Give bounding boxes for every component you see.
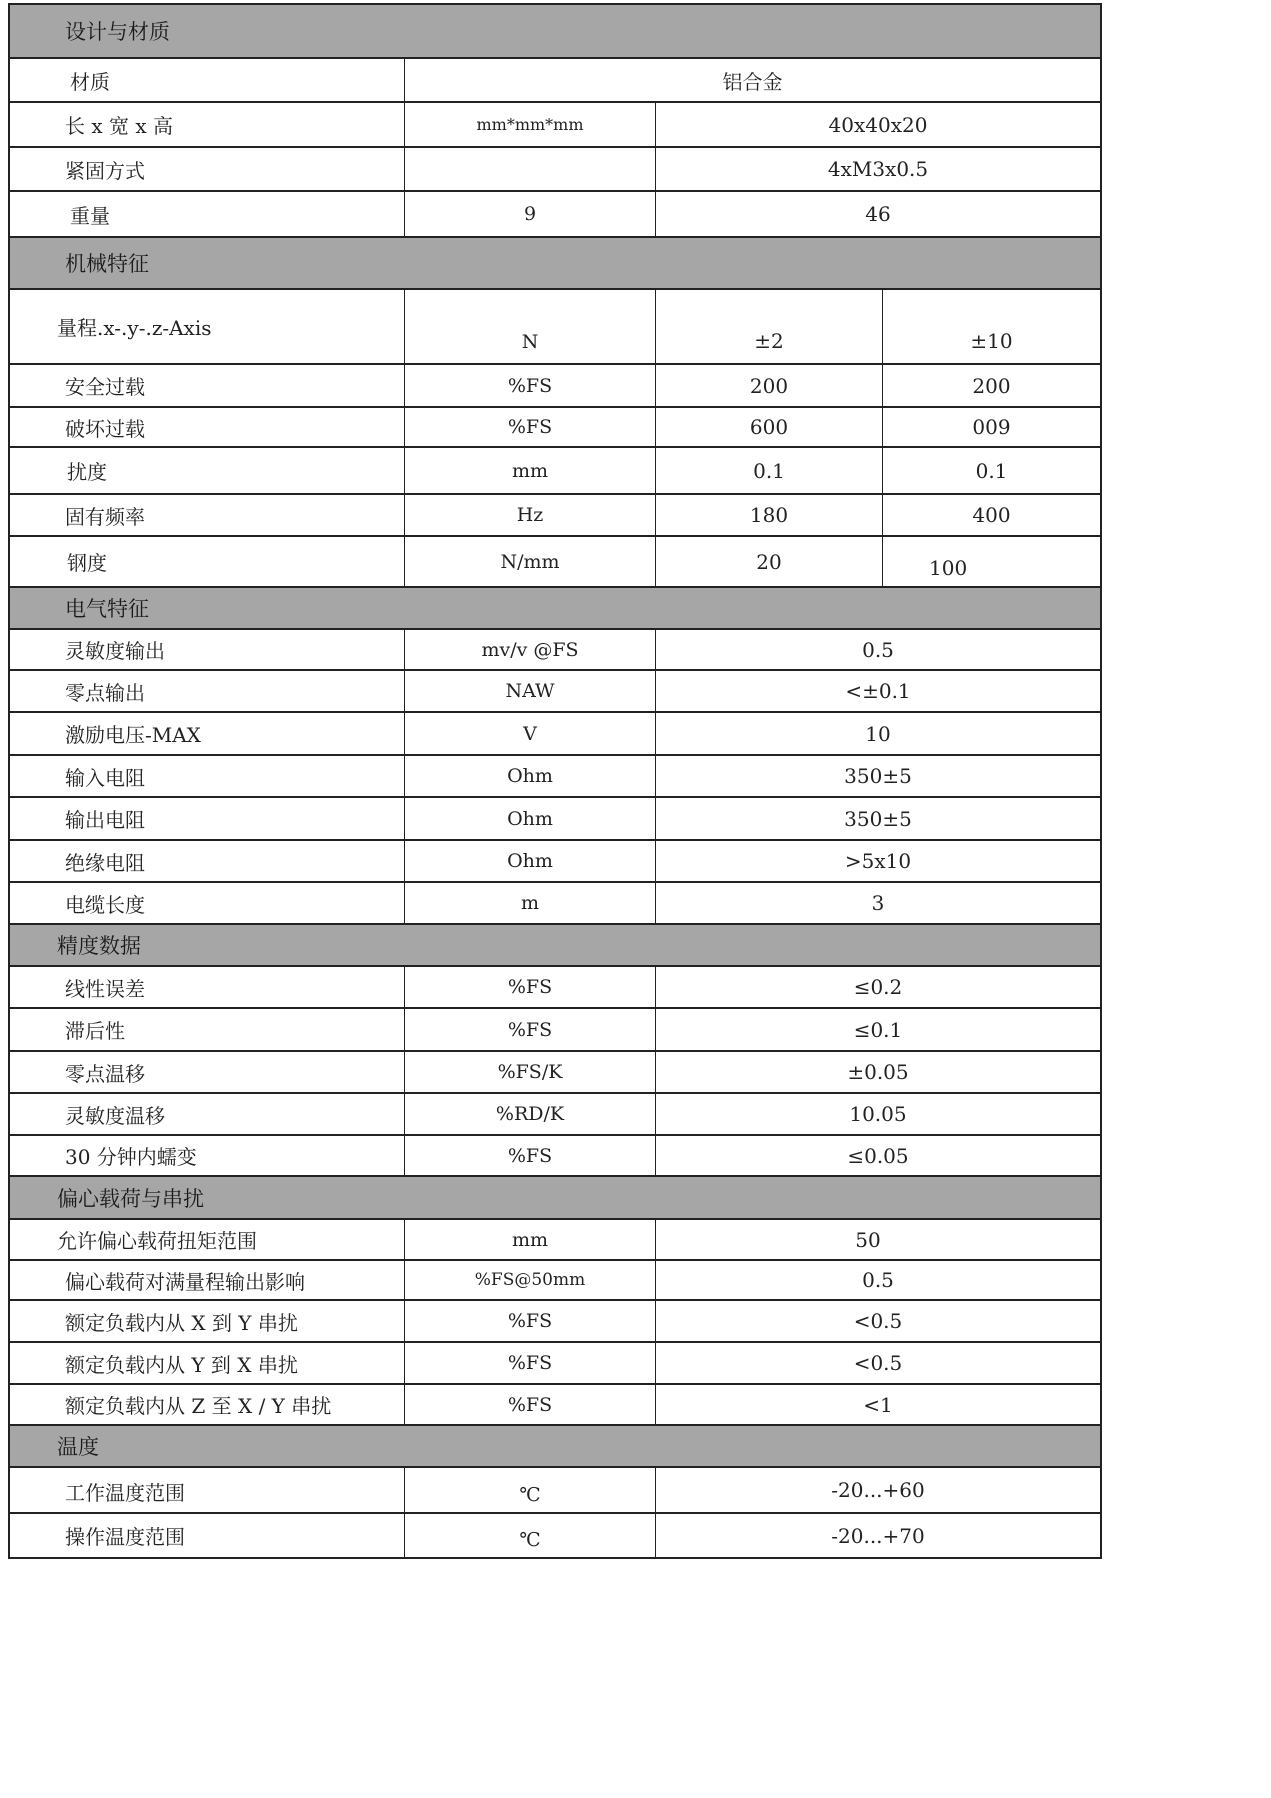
section-header-electrical <box>8 588 1102 630</box>
table-row <box>8 1220 1102 1261</box>
section-header-mechanical <box>8 238 1102 290</box>
row-label: 电缆长度 <box>65 892 145 917</box>
table-row <box>8 1301 1102 1343</box>
section-title: 电气特征 <box>65 597 149 621</box>
row-value-range2: ±10 <box>882 290 1100 363</box>
table-row <box>8 103 1102 148</box>
section-title: 精度数据 <box>57 934 141 958</box>
row-value-range2: 200 <box>882 365 1100 406</box>
section-title: 偏心载荷与串扰 <box>57 1186 204 1211</box>
row-value: -20...+70 <box>655 1514 1100 1557</box>
row-unit: %FS <box>404 1301 655 1341</box>
row-unit: %FS <box>404 1343 655 1383</box>
row-value: 0.5 <box>655 630 1100 669</box>
row-value: 铝合金 <box>404 59 1100 101</box>
row-value-range1: 180 <box>655 495 882 535</box>
section-title: 机械特征 <box>65 252 149 276</box>
row-value: 10.05 <box>655 1094 1100 1134</box>
row-unit: NAW <box>404 671 655 711</box>
row-unit: %FS@50mm <box>404 1261 655 1299</box>
row-value-range2: 400 <box>882 495 1100 535</box>
table-row <box>8 290 1102 365</box>
row-label: 紧固方式 <box>65 158 145 183</box>
row-unit: ℃ <box>404 1468 655 1512</box>
row-value: 350±5 <box>655 756 1100 796</box>
row-unit: Ohm <box>404 841 655 881</box>
table-row <box>8 630 1102 671</box>
row-unit <box>404 148 655 190</box>
spec-table <box>8 3 1102 1559</box>
table-row <box>8 671 1102 713</box>
row-unit: %RD/K <box>404 1094 655 1134</box>
row-value: ≤0.1 <box>655 1009 1100 1050</box>
row-label: 钢度 <box>67 551 107 575</box>
row-label: 输出电阻 <box>65 808 145 832</box>
row-label: 重量 <box>70 203 110 228</box>
row-value: 350±5 <box>655 798 1100 839</box>
row-label: 激励电压-MAX <box>65 723 201 747</box>
row-unit: Ohm <box>404 756 655 796</box>
section-header-design <box>8 3 1102 59</box>
row-label: 长 x 宽 x 高 <box>65 114 173 138</box>
row-unit: mm <box>404 1220 655 1259</box>
row-value-range1: 200 <box>655 365 882 406</box>
row-unit: %FS <box>404 365 655 406</box>
row-value: ≤0.05 <box>655 1136 1100 1175</box>
table-row <box>8 841 1102 883</box>
row-unit: ℃ <box>404 1514 655 1557</box>
table-row <box>8 365 1102 408</box>
row-value-range2: 009 <box>882 408 1100 446</box>
row-unit: mm*mm*mm <box>404 103 655 146</box>
row-label: 材质 <box>70 69 110 94</box>
table-row <box>8 1136 1102 1177</box>
section-title: 温度 <box>57 1435 99 1459</box>
table-row <box>8 1094 1102 1136</box>
row-label: 绝缘电阻 <box>65 850 145 875</box>
row-value: 0.5 <box>655 1261 1100 1299</box>
row-value-range2: 0.1 <box>882 448 1100 493</box>
row-value: 50 <box>655 1220 1100 1259</box>
row-value-range1: 20 <box>655 537 882 586</box>
row-label: 额定负载内从 Z 至 X / Y 串扰 <box>65 1394 332 1418</box>
table-row <box>8 1514 1102 1559</box>
row-value: >5x10 <box>655 841 1100 881</box>
table-row <box>8 495 1102 537</box>
table-row <box>8 756 1102 798</box>
row-unit: mv/v @FS <box>404 630 655 669</box>
row-value: <0.5 <box>655 1301 1100 1341</box>
row-value-range1: 600 <box>655 408 882 446</box>
row-value-range1: 0.1 <box>655 448 882 493</box>
row-value-range2: 100 <box>882 537 1100 586</box>
table-row <box>8 1343 1102 1385</box>
section-title: 设计与材质 <box>65 20 170 44</box>
section-header-accuracy <box>8 925 1102 967</box>
row-value-range1: ±2 <box>655 290 882 363</box>
row-value: 4xM3x0.5 <box>655 148 1100 190</box>
table-row <box>8 448 1102 495</box>
row-label: 量程.x-.y-.z-Axis <box>57 316 212 340</box>
row-label: 输入电阻 <box>65 765 145 790</box>
row-label: 额定负载内从 Y 到 X 串扰 <box>65 1352 298 1377</box>
row-label: 滞后性 <box>65 1019 125 1043</box>
row-label: 安全过载 <box>65 375 145 399</box>
row-value: 40x40x20 <box>655 103 1100 146</box>
table-row <box>8 883 1102 925</box>
row-label: 额定负载内从 X 到 Y 串扰 <box>65 1310 298 1335</box>
row-unit: %FS <box>404 1009 655 1050</box>
table-row <box>8 59 1102 103</box>
row-label: 灵敏度温移 <box>65 1103 165 1128</box>
row-value: 10 <box>655 713 1100 754</box>
table-row <box>8 148 1102 192</box>
row-unit: N/mm <box>404 537 655 586</box>
row-value: -20...+60 <box>655 1468 1100 1512</box>
table-row <box>8 1468 1102 1514</box>
row-label: 允许偏心载荷扭矩范围 <box>57 1229 257 1253</box>
row-unit: 9 <box>404 192 655 236</box>
table-row <box>8 537 1102 588</box>
row-label: 操作温度范围 <box>65 1525 185 1549</box>
row-unit: N <box>404 290 655 363</box>
row-value: 46 <box>655 192 1100 236</box>
row-unit: Ohm <box>404 798 655 839</box>
row-unit: V <box>404 713 655 754</box>
table-row <box>8 1385 1102 1426</box>
table-row <box>8 967 1102 1009</box>
row-value: <0.5 <box>655 1343 1100 1383</box>
row-unit: %FS <box>404 408 655 446</box>
row-label: 灵敏度输出 <box>65 639 165 663</box>
table-row <box>8 1052 1102 1094</box>
row-unit: mm <box>404 448 655 493</box>
row-label: 破坏过载 <box>65 416 145 441</box>
table-row <box>8 1261 1102 1301</box>
row-label: 工作温度范围 <box>65 1481 185 1505</box>
row-value: ±0.05 <box>655 1052 1100 1092</box>
row-label: 固有频率 <box>65 504 145 529</box>
section-header-temperature <box>8 1426 1102 1468</box>
row-unit: %FS <box>404 1385 655 1424</box>
table-row <box>8 192 1102 238</box>
row-label: 扰度 <box>67 460 107 484</box>
row-label: 偏心载荷对满量程输出影响 <box>65 1269 305 1294</box>
row-label: 零点输出 <box>65 680 145 705</box>
table-row <box>8 408 1102 448</box>
row-unit: m <box>404 883 655 923</box>
table-row <box>8 1009 1102 1052</box>
row-unit: Hz <box>404 495 655 535</box>
section-header-eccentric-load <box>8 1177 1102 1220</box>
row-unit: %FS <box>404 1136 655 1175</box>
row-unit: %FS/K <box>404 1052 655 1092</box>
row-label: 30 分钟内蠕变 <box>65 1145 197 1169</box>
table-row <box>8 798 1102 841</box>
row-value: <±0.1 <box>655 671 1100 711</box>
row-value: <1 <box>655 1385 1100 1424</box>
row-unit: %FS <box>404 967 655 1007</box>
row-label: 线性误差 <box>65 976 145 1001</box>
row-value: 3 <box>655 883 1100 923</box>
row-label: 零点温移 <box>65 1061 145 1086</box>
table-row <box>8 713 1102 756</box>
row-value: ≤0.2 <box>655 967 1100 1007</box>
